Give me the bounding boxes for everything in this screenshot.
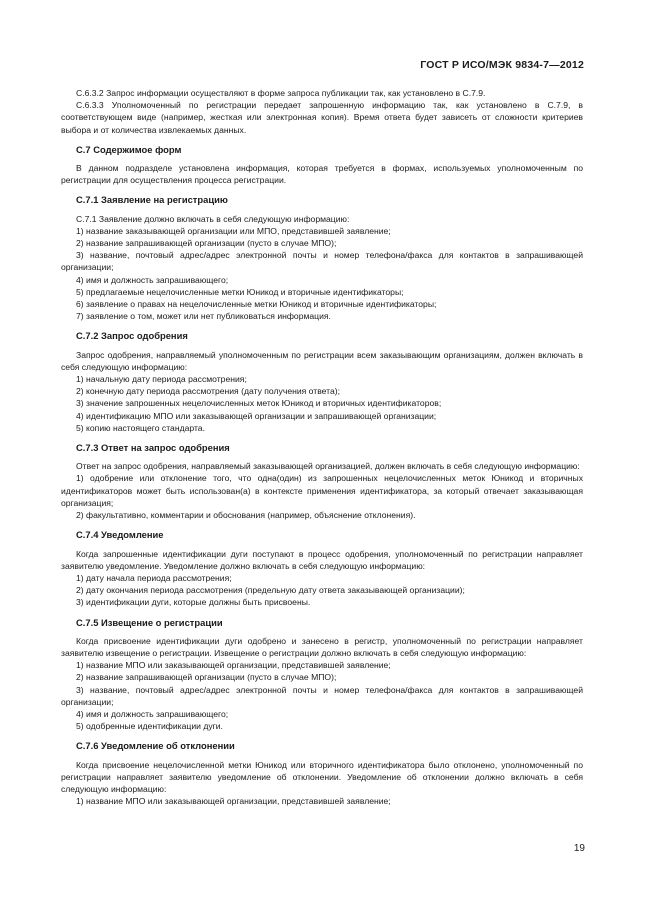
list-item: 5) копию настоящего стандарта. — [76, 422, 205, 433]
list-item: 4) имя и должность запрашивающего; — [76, 274, 229, 285]
section-heading: С.7.4 Уведомление — [76, 529, 164, 541]
paragraph: С.6.3.2 Запрос информации осуществляют в форме запроса публикации так, как установлено в С.7.9. — [76, 88, 486, 98]
list-item: 6) заявление о правах на нецелочисленные метки Юникод и вторичные идентификаторы; — [76, 299, 437, 310]
paragraph: Когда присвоение идентификации дуги одобрено и занесено в регистр, уполномоченный по регистрации направляет заявителю извещение о регистрации. Извещение о регистрации должно включать в себя следующую информацию: — [61, 635, 583, 658]
list-item: 1) название заказывающей организации или МПО, представившей заявление; — [76, 225, 391, 236]
list-item: 4) имя и должность запрашивающего; — [76, 708, 229, 719]
list-item: 1) одобрение или отклонение того, что одна(один) из запрошенных нецелочисленных меток Юникод и вторичных идентификаторов может быть использован(а) в контексте применения идентификатора, за который отвечает заказывающая организация; — [61, 473, 583, 508]
paragraph: В данном подразделе установлена информация, которая требуется в формах, используемых уполномоченным по регистрации для осуществления процесса регистрации. — [61, 163, 583, 186]
list-item: 5) предлагаемые нецелочисленные метки Юникод и вторичные идентификаторы; — [76, 286, 404, 297]
list-item: 3) значение запрошенных нецелочисленных меток Юникод и вторичных идентификаторов; — [76, 398, 442, 409]
document-body — [61, 87, 583, 807]
list-item: 1) начальную дату периода рассмотрения; — [76, 374, 247, 385]
list-item: 5) одобренные идентификации дуги. — [76, 721, 223, 732]
list-item: 2) название запрашивающей организации (пусто в случае МПО); — [76, 672, 337, 683]
section-heading: С.7.6 Уведомление об отклонении — [76, 740, 235, 752]
paragraph: Когда запрошенные идентификации дуги поступают в процесс одобрения, уполномоченный по регистрации направляет заявителю уведомление. Уведомление должно включать в себя следующую информацию: — [61, 548, 583, 571]
list-item: 1) название МПО или заказывающей организации, представившей заявление; — [76, 796, 391, 807]
list-item: 2) конечную дату периода рассмотрения (дату получения ответа); — [76, 386, 341, 397]
list-item: 2) дату окончания периода рассмотрения (предельную дату ответа заказывающей организации); — [76, 585, 465, 596]
list-item: 4) идентификацию МПО или заказывающей организации и запрашивающей организации; — [76, 410, 437, 421]
section-heading: С.7.1 Заявление на регистрацию — [76, 194, 228, 206]
paragraph: С.6.3.3 Уполномоченный по регистрации передает запрошенную информацию так, как установлено в С.7.9, в соответствующем виде (например, жесткая или электронная копия). Время ответа будет зависеть от сложности критериев выбора и от количества извлекаемых данных. — [61, 100, 583, 135]
paragraph: С.7.1 Заявление должно включать в себя следующую информацию: — [76, 213, 350, 224]
section-heading: С.7 Содержимое форм — [76, 143, 182, 155]
list-item: 2) название запрашивающей организации (пусто в случае МПО); — [76, 238, 337, 249]
list-item: 1) дату начала периода рассмотрения; — [76, 572, 232, 583]
list-item: 2) факультативно, комментарии и обоснования (например, объяснение отклонения). — [76, 510, 416, 521]
list-item: 3) идентификации дуги, которые должны быть присвоены. — [76, 597, 311, 608]
paragraph: Запрос одобрения, направляемый уполномоченным по регистрации всем заказывающим организациям, должен включать в себя следующую информацию: — [61, 349, 583, 372]
list-item: 3) название, почтовый адрес/адрес электронной почты и номер телефона/факса для контактов в запрашивающей организации; — [61, 250, 583, 273]
page-number: 19 — [573, 843, 585, 854]
section-heading: С.7.2 Запрос одобрения — [76, 330, 188, 342]
section-heading: С.7.5 Извещение о регистрации — [76, 616, 223, 628]
list-item: 7) заявление о том, может или нет публиковаться информация. — [76, 311, 331, 322]
section-heading: С.7.3 Ответ на запрос одобрения — [76, 442, 230, 454]
list-item: 1) название МПО или заказывающей организации, представившей заявление; — [76, 660, 391, 671]
document-header: ГОСТ Р ИСО/МЭК 9834-7—2012 — [420, 59, 584, 71]
list-item: 3) название, почтовый адрес/адрес электронной почты и номер телефона/факса для контактов в запрашивающей организации; — [61, 684, 583, 707]
paragraph: Когда присвоение нецелочисленной метки Юникод или вторичного идентификатора было отклонено, уполномоченный по регистрации направляет заявителю уведомление об отклонении. Уведомление об отклонении должно включать в себя следующую информацию: — [61, 759, 583, 794]
paragraph: Ответ на запрос одобрения, направляемый заказывающей организацией, должен включать в себя следующую информацию: — [76, 461, 580, 472]
